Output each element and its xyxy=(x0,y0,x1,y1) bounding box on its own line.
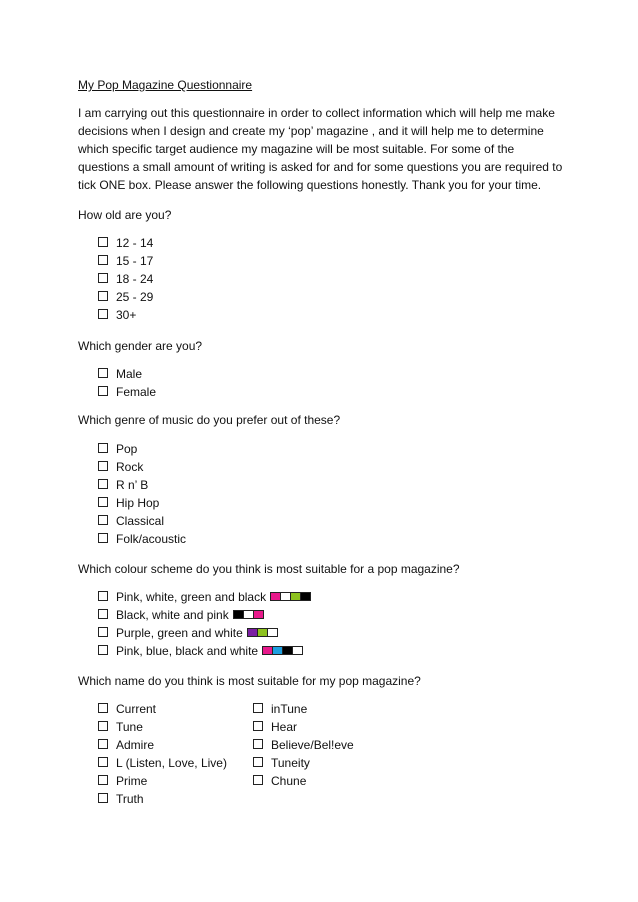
checkbox[interactable] xyxy=(98,479,108,489)
option-text: Female xyxy=(116,385,157,399)
question-gender: Which gender are you? xyxy=(78,339,203,353)
option-label xyxy=(116,306,136,324)
option-label xyxy=(271,736,354,754)
option-label xyxy=(116,642,302,660)
checkbox[interactable] xyxy=(253,775,263,785)
checkbox[interactable] xyxy=(98,497,108,507)
option-text: Hear xyxy=(271,720,298,734)
checkbox[interactable] xyxy=(98,591,108,601)
option-label xyxy=(116,588,310,606)
colour-swatch xyxy=(253,610,264,619)
checkbox[interactable] xyxy=(98,739,108,749)
question-magazine-name: Which name do you think is most suitable for my pop magazine? xyxy=(78,674,421,688)
colour-swatches xyxy=(247,628,277,637)
checkbox[interactable] xyxy=(253,739,263,749)
question-age: How old are you? xyxy=(78,208,172,222)
checkbox[interactable] xyxy=(98,627,108,637)
option-text: Male xyxy=(116,367,143,381)
checkbox[interactable] xyxy=(253,703,263,713)
option-label xyxy=(116,476,148,494)
option-label xyxy=(116,790,144,808)
option-text: Hip Hop xyxy=(116,496,160,510)
option-text: Purple, green and white xyxy=(116,626,243,640)
option-text: Truth xyxy=(116,792,144,806)
checkbox[interactable] xyxy=(98,273,108,283)
question-colour-scheme: Which colour scheme do you think is most suitable for a pop magazine? xyxy=(78,562,460,576)
option-text: L (Listen, Love, Live) xyxy=(116,756,227,770)
colour-swatch xyxy=(267,628,278,637)
option-text: Tuneity xyxy=(271,756,310,770)
checkbox[interactable] xyxy=(253,757,263,767)
option-text: 25 - 29 xyxy=(116,290,154,304)
option-text: R n’ B xyxy=(116,478,149,492)
option-text: Prime xyxy=(116,774,148,788)
checkbox[interactable] xyxy=(98,291,108,301)
checkbox[interactable] xyxy=(98,461,108,471)
checkbox[interactable] xyxy=(98,775,108,785)
option-text: Admire xyxy=(116,738,155,752)
option-text: Chune xyxy=(271,774,307,788)
option-label xyxy=(116,234,153,252)
option-text: Classical xyxy=(116,514,165,528)
checkbox[interactable] xyxy=(98,609,108,619)
option-text: Black, white and pink xyxy=(116,608,229,622)
checkbox[interactable] xyxy=(98,237,108,247)
question-genre: Which genre of music do you prefer out of these? xyxy=(78,413,341,427)
option-text: inTune xyxy=(271,702,308,716)
option-text: Rock xyxy=(116,460,144,474)
option-label xyxy=(116,252,153,270)
checkbox[interactable] xyxy=(98,757,108,767)
checkbox[interactable] xyxy=(98,386,108,396)
option-label xyxy=(116,772,147,790)
option-label xyxy=(116,458,143,476)
checkbox[interactable] xyxy=(98,721,108,731)
colour-swatches xyxy=(233,610,263,619)
option-text: Pink, blue, black and white xyxy=(116,644,259,658)
option-label xyxy=(116,383,156,401)
option-text: 12 - 14 xyxy=(116,236,154,250)
checkbox[interactable] xyxy=(98,703,108,713)
option-label xyxy=(116,270,153,288)
option-label xyxy=(116,700,156,718)
option-text: Pink, white, green and black xyxy=(116,590,267,604)
checkbox[interactable] xyxy=(253,721,263,731)
checkbox[interactable] xyxy=(98,309,108,319)
option-text: 15 - 17 xyxy=(116,254,154,268)
colour-swatches xyxy=(270,592,310,601)
option-label xyxy=(116,754,227,772)
checkbox[interactable] xyxy=(98,645,108,655)
option-label xyxy=(116,718,143,736)
checkbox[interactable] xyxy=(98,533,108,543)
option-label xyxy=(116,530,186,548)
option-label xyxy=(116,736,154,754)
option-text: Pop xyxy=(116,442,138,456)
option-label xyxy=(116,365,142,383)
option-label xyxy=(116,440,137,458)
checkbox[interactable] xyxy=(98,793,108,803)
colour-swatch xyxy=(292,646,303,655)
option-label xyxy=(271,718,297,736)
intro-paragraph: I am carrying out this questionnaire in order to collect information which will help me make decisions when I design and create my ‘pop’ magazine , and it will help me to determine which specific target audience my magazine will be most suitable. For some of the questions a small amount of writing is asked for and for some questions you are required to tick ONE box. Please answer the following questions honestly. Thank you for your time. xyxy=(78,106,563,192)
option-text: Tune xyxy=(116,720,143,734)
checkbox[interactable] xyxy=(98,515,108,525)
option-label xyxy=(271,700,307,718)
option-label xyxy=(116,624,277,642)
colour-swatch xyxy=(300,592,311,601)
option-text: 30+ xyxy=(116,308,137,322)
option-label xyxy=(116,494,159,512)
option-label xyxy=(271,772,306,790)
option-label xyxy=(116,606,263,624)
option-text: Believe/Bel!eve xyxy=(271,738,354,752)
page-title: My Pop Magazine Questionnaire xyxy=(78,78,253,92)
option-text: Folk/acoustic xyxy=(116,532,187,546)
option-label xyxy=(116,512,164,530)
option-label xyxy=(271,754,310,772)
colour-swatches xyxy=(262,646,302,655)
option-text: 18 - 24 xyxy=(116,272,154,286)
option-text: Current xyxy=(116,702,157,716)
option-label xyxy=(116,288,153,306)
checkbox[interactable] xyxy=(98,443,108,453)
checkbox[interactable] xyxy=(98,368,108,378)
checkbox[interactable] xyxy=(98,255,108,265)
